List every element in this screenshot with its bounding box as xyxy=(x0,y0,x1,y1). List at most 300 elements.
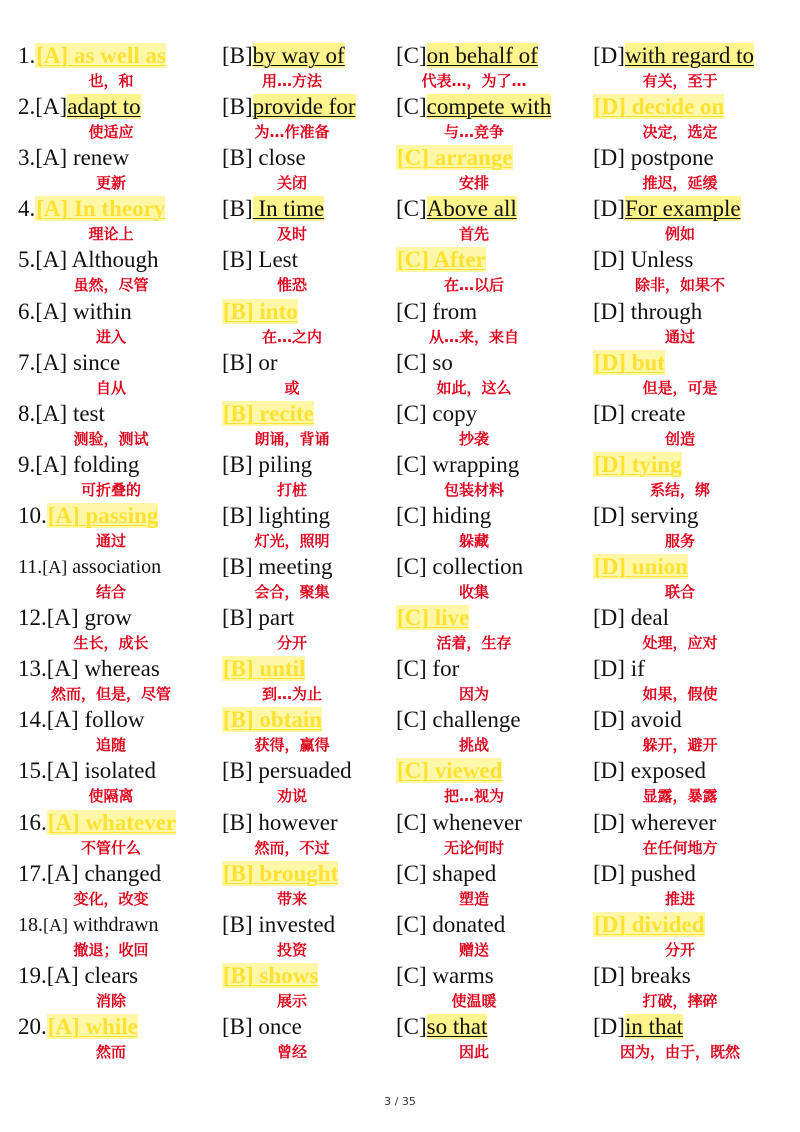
option-d xyxy=(593,195,793,246)
option-b xyxy=(222,962,392,1013)
chinese-meaning: 虽然，尽管 xyxy=(73,276,149,295)
option-letter: [A] xyxy=(46,656,79,682)
option-d xyxy=(593,93,793,144)
correct-answer xyxy=(593,349,665,377)
option-word: once xyxy=(252,1013,302,1039)
question-row xyxy=(0,195,800,246)
chinese-meaning: 生长，成长 xyxy=(73,634,149,653)
chinese-meaning: 代表…，为了… xyxy=(421,72,527,90)
question-row xyxy=(0,349,800,400)
page-number: 3 / 35 xyxy=(384,1095,416,1108)
option-text xyxy=(396,451,519,479)
option-text xyxy=(18,298,132,326)
option-letter: [A] xyxy=(35,247,68,273)
question-number: 3. xyxy=(18,145,36,171)
chinese-meaning: 也，和 xyxy=(88,72,134,90)
option-text xyxy=(396,42,538,70)
chinese-meaning: 躲藏 xyxy=(458,531,489,550)
option-letter: [C] xyxy=(396,962,427,988)
option-a xyxy=(18,911,218,962)
question-number: 13. xyxy=(18,656,47,682)
chinese-meaning: 服务 xyxy=(664,531,695,550)
chinese-meaning: 把…视为 xyxy=(443,787,504,806)
option-letter: [A] xyxy=(47,1013,80,1039)
option-text xyxy=(593,809,716,837)
option-word: however xyxy=(252,809,338,835)
option-b xyxy=(222,757,392,808)
option-letter: [D] xyxy=(593,247,625,273)
option-text xyxy=(593,860,696,888)
chinese-meaning: 例如 xyxy=(664,225,695,244)
option-letter: [D] xyxy=(593,860,625,886)
option-c xyxy=(396,349,590,400)
chinese-meaning: 投资 xyxy=(276,940,307,959)
question-number: 16. xyxy=(18,809,47,835)
option-word: with regard to xyxy=(624,43,754,68)
chinese-meaning: 躲开，避开 xyxy=(642,736,718,755)
option-word: in that xyxy=(624,1013,684,1039)
chinese-meaning: 挑战 xyxy=(458,736,489,755)
question-row xyxy=(0,962,800,1013)
question-number: 5. xyxy=(18,247,36,273)
option-text xyxy=(18,451,139,479)
question-row xyxy=(0,246,800,297)
question-row xyxy=(0,451,800,502)
chinese-meaning: 获得，赢得 xyxy=(254,736,330,755)
option-text xyxy=(18,553,161,581)
chinese-meaning: 会合，聚集 xyxy=(254,583,330,601)
option-text xyxy=(593,195,741,223)
option-word: grow xyxy=(78,605,132,631)
option-letter: [A] xyxy=(35,451,68,477)
option-word: breaks xyxy=(624,962,691,988)
chinese-meaning: 安排 xyxy=(458,174,489,193)
chinese-meaning: 使适应 xyxy=(88,123,134,142)
chinese-meaning: 创造 xyxy=(664,429,695,448)
option-word: postpone xyxy=(624,145,714,171)
option-a xyxy=(18,604,218,655)
option-word: shows xyxy=(253,962,319,988)
option-b xyxy=(222,451,392,502)
option-letter: [A] xyxy=(46,860,79,886)
option-word: wrapping xyxy=(426,451,520,477)
option-word: changed xyxy=(78,860,162,886)
option-c xyxy=(396,655,590,706)
option-letter: [A] xyxy=(43,914,68,935)
option-text xyxy=(396,911,505,939)
option-word: viewed xyxy=(428,758,503,784)
option-text xyxy=(396,1013,487,1041)
option-a xyxy=(18,757,218,808)
option-word: avoid xyxy=(624,707,682,733)
option-word: For example xyxy=(624,196,741,222)
option-word: association xyxy=(67,556,162,578)
option-word: obtain xyxy=(253,707,323,733)
option-a xyxy=(18,400,218,451)
option-word: shaped xyxy=(426,860,497,886)
option-letter: [B] xyxy=(223,400,254,426)
option-d xyxy=(593,911,793,962)
option-b xyxy=(222,604,392,655)
option-c xyxy=(396,553,590,604)
chinese-meaning: 带来 xyxy=(276,889,307,908)
question-number: 2. xyxy=(18,94,36,120)
chinese-meaning: 朗诵，背诵 xyxy=(254,429,330,448)
chinese-meaning: 然而 xyxy=(95,1042,126,1061)
chinese-meaning: 抄袭 xyxy=(458,429,489,448)
chinese-meaning: 显露，暴露 xyxy=(642,787,718,806)
option-word: In time xyxy=(252,196,325,222)
option-letter: [B] xyxy=(223,707,254,733)
option-letter: [C] xyxy=(396,707,427,733)
option-text xyxy=(396,195,517,223)
option-b xyxy=(222,195,392,246)
option-c xyxy=(396,706,590,757)
option-word: union xyxy=(625,554,688,579)
option-letter: [C] xyxy=(396,298,427,324)
chinese-meaning: 塑造 xyxy=(458,889,489,908)
question-row xyxy=(0,553,800,604)
option-d xyxy=(593,757,793,808)
option-letter: [C] xyxy=(396,554,427,579)
question-number: 8. xyxy=(18,400,36,426)
option-word: compete with xyxy=(426,94,552,120)
question-row xyxy=(0,144,800,195)
chinese-meaning: 或 xyxy=(284,378,300,397)
option-word: invested xyxy=(252,911,336,937)
option-b xyxy=(222,42,392,93)
option-word: exposed xyxy=(624,758,707,784)
question-row xyxy=(0,706,800,757)
option-word: since xyxy=(67,349,121,375)
option-text xyxy=(593,962,691,990)
option-word: brought xyxy=(253,860,339,886)
option-letter: [D] xyxy=(593,400,625,426)
option-text xyxy=(593,655,645,683)
option-word: follow xyxy=(78,707,145,733)
chinese-meaning: 联合 xyxy=(664,583,695,601)
chinese-meaning: 通过 xyxy=(664,327,695,346)
correct-answer xyxy=(18,42,166,70)
question-number: 4. xyxy=(18,196,36,222)
option-text xyxy=(593,400,686,428)
chinese-meaning: 然而，不过 xyxy=(254,838,330,857)
option-letter: [A] xyxy=(36,196,69,222)
option-b xyxy=(222,706,392,757)
option-a xyxy=(18,349,218,400)
option-text xyxy=(396,962,494,990)
option-letter: [B] xyxy=(222,94,253,120)
option-letter: [C] xyxy=(396,349,427,375)
option-b xyxy=(222,553,392,604)
chinese-meaning: 在任何地方 xyxy=(642,838,718,857)
option-word: warms xyxy=(426,962,494,988)
option-word: deal xyxy=(624,605,669,631)
correct-answer xyxy=(593,553,688,581)
option-a xyxy=(18,706,218,757)
chinese-meaning: 分开 xyxy=(276,634,307,653)
question-row xyxy=(0,911,800,962)
correct-answer xyxy=(593,451,682,479)
option-letter: [D] xyxy=(594,94,626,120)
correct-answer xyxy=(222,706,322,734)
option-d xyxy=(593,298,793,349)
chinese-meaning: 打桩 xyxy=(276,480,307,499)
chinese-meaning: 惟恐 xyxy=(276,276,307,295)
option-c xyxy=(396,962,590,1013)
correct-answer xyxy=(396,246,486,274)
question-number: 11. xyxy=(18,556,43,578)
option-word: whereas xyxy=(78,656,160,682)
option-d xyxy=(593,246,793,297)
option-text xyxy=(593,502,698,530)
option-letter: [D] xyxy=(593,605,625,631)
option-letter: [A] xyxy=(35,349,68,375)
option-word: recite xyxy=(253,400,314,426)
option-text xyxy=(18,144,129,172)
chinese-meaning: 结合 xyxy=(95,583,126,601)
option-a xyxy=(18,451,218,502)
option-text xyxy=(396,349,453,377)
chinese-meaning: 到…为止 xyxy=(261,685,322,704)
question-number: 20. xyxy=(18,1013,47,1039)
option-letter: [B] xyxy=(222,502,253,528)
option-text xyxy=(18,246,159,274)
option-letter: [B] xyxy=(222,605,253,631)
option-word: into xyxy=(253,298,298,324)
option-letter: [C] xyxy=(396,911,427,937)
option-d xyxy=(593,706,793,757)
option-b xyxy=(222,1013,392,1064)
option-text xyxy=(222,502,330,530)
option-text xyxy=(18,655,160,683)
option-letter: [C] xyxy=(396,502,427,528)
option-d xyxy=(593,400,793,451)
option-letter: [C] xyxy=(396,809,427,835)
option-text xyxy=(18,706,145,734)
option-word: withdrawn xyxy=(68,913,159,936)
question-number: 12. xyxy=(18,605,47,631)
option-word: divided xyxy=(625,911,705,937)
option-letter: [A] xyxy=(46,707,79,733)
option-d xyxy=(593,451,793,502)
question-number: 6. xyxy=(18,298,36,324)
option-letter: [C] xyxy=(396,451,427,477)
question-row xyxy=(0,502,800,553)
option-word: hiding xyxy=(426,502,492,528)
question-row xyxy=(0,298,800,349)
option-letter: [C] xyxy=(396,860,427,886)
correct-answer xyxy=(396,757,502,785)
option-word: clears xyxy=(78,962,139,988)
question-number: 14. xyxy=(18,707,47,733)
option-word: decide on xyxy=(625,94,725,120)
option-letter: [B] xyxy=(222,349,253,375)
chinese-meaning: 消除 xyxy=(95,991,126,1010)
option-letter: [B] xyxy=(223,298,254,324)
option-letter: [C] xyxy=(396,196,427,222)
option-word: within xyxy=(67,298,132,324)
correct-answer xyxy=(593,911,705,939)
option-letter: [A] xyxy=(46,962,79,988)
chinese-meaning: 及时 xyxy=(276,225,307,244)
option-c xyxy=(396,809,590,860)
option-a xyxy=(18,655,218,706)
option-letter: [B] xyxy=(222,911,253,937)
option-d xyxy=(593,502,793,553)
option-letter: [D] xyxy=(593,196,625,222)
option-text xyxy=(222,553,333,581)
option-d xyxy=(593,144,793,195)
option-text xyxy=(396,298,477,326)
option-word: persuaded xyxy=(252,758,352,784)
question-row xyxy=(0,400,800,451)
option-word: test xyxy=(67,400,105,426)
option-c xyxy=(396,911,590,962)
option-letter: [B] xyxy=(222,554,253,579)
option-text xyxy=(396,400,477,428)
option-word: while xyxy=(79,1013,138,1039)
chinese-meaning: 在…之内 xyxy=(261,327,322,346)
option-word: After xyxy=(428,247,486,273)
option-b xyxy=(222,246,392,297)
chinese-meaning: 系结，绑 xyxy=(649,480,710,499)
option-text xyxy=(593,604,669,632)
chinese-meaning: 无论何时 xyxy=(443,838,504,857)
chinese-meaning: 撤退；收回 xyxy=(73,940,149,959)
chinese-meaning: 包装材料 xyxy=(443,480,504,499)
option-word: part xyxy=(252,605,295,631)
option-letter: [D] xyxy=(594,554,626,579)
option-text xyxy=(18,604,132,632)
option-word: passing xyxy=(79,502,159,528)
option-a xyxy=(18,962,218,1013)
option-word: piling xyxy=(252,451,313,477)
option-letter: [C] xyxy=(396,94,427,120)
correct-answer xyxy=(18,1013,138,1041)
option-letter: [B] xyxy=(222,196,253,222)
option-b xyxy=(222,911,392,962)
option-letter: [A] xyxy=(46,758,79,784)
option-c xyxy=(396,144,590,195)
option-letter: [C] xyxy=(396,400,427,426)
chinese-meaning: 曾经 xyxy=(276,1042,307,1061)
option-text xyxy=(593,42,754,70)
option-b xyxy=(222,400,392,451)
chinese-meaning: 通过 xyxy=(95,531,126,550)
chinese-meaning: 展示 xyxy=(276,991,307,1010)
option-c xyxy=(396,400,590,451)
option-text xyxy=(222,93,356,121)
option-letter: [A] xyxy=(35,298,68,324)
option-word: if xyxy=(624,656,645,682)
option-b xyxy=(222,93,392,144)
option-word: isolated xyxy=(78,758,156,784)
option-text xyxy=(222,604,294,632)
option-word: pushed xyxy=(624,860,696,886)
option-word: provide for xyxy=(252,94,356,120)
option-word: Although xyxy=(67,247,159,273)
chinese-meaning: 关闭 xyxy=(276,174,307,193)
chinese-meaning: 处理，应对 xyxy=(642,634,718,653)
correct-answer xyxy=(18,809,176,837)
option-letter: [A] xyxy=(35,400,68,426)
option-word: for xyxy=(426,656,460,682)
question-number: 19. xyxy=(18,962,47,988)
option-text xyxy=(222,144,306,172)
option-b xyxy=(222,349,392,400)
option-text xyxy=(18,757,156,785)
option-text xyxy=(396,655,459,683)
option-c xyxy=(396,195,590,246)
option-a xyxy=(18,195,218,246)
option-letter: [D] xyxy=(593,758,625,784)
option-letter: [D] xyxy=(593,502,625,528)
chinese-meaning: 为…作准备 xyxy=(254,123,330,142)
chinese-meaning: 从…来，来自 xyxy=(428,327,519,346)
option-word: donated xyxy=(426,911,506,937)
question-number: 10. xyxy=(18,502,47,528)
chinese-meaning: 劝说 xyxy=(276,787,307,806)
option-c xyxy=(396,1013,590,1064)
option-text xyxy=(222,451,312,479)
option-text xyxy=(222,195,324,223)
option-word: so that xyxy=(426,1013,488,1039)
option-letter: [B] xyxy=(222,247,253,273)
option-letter: [A] xyxy=(47,809,80,835)
chinese-meaning: 测验，测试 xyxy=(73,429,149,448)
chinese-meaning: 理论上 xyxy=(88,225,134,244)
option-d xyxy=(593,553,793,604)
option-word: create xyxy=(624,400,686,426)
chinese-meaning: 决定，选定 xyxy=(642,123,718,142)
option-letter: [C] xyxy=(397,605,429,631)
option-word: as well as xyxy=(68,43,166,68)
question-row xyxy=(0,860,800,911)
chinese-meaning: 活着，生存 xyxy=(436,634,512,653)
option-b xyxy=(222,144,392,195)
option-text xyxy=(593,1013,683,1041)
option-b xyxy=(222,298,392,349)
option-word: folding xyxy=(67,451,140,477)
correct-answer xyxy=(593,93,724,121)
option-a xyxy=(18,1013,218,1064)
option-text xyxy=(593,706,682,734)
option-letter: [B] xyxy=(222,451,253,477)
option-letter: [D] xyxy=(593,962,625,988)
option-word: by way of xyxy=(252,43,345,68)
option-word: Above all xyxy=(426,196,517,222)
option-word: serving xyxy=(624,502,699,528)
option-letter: [B] xyxy=(222,1013,253,1039)
question-row xyxy=(0,757,800,808)
option-text xyxy=(18,911,159,939)
option-word: so xyxy=(426,349,453,375)
option-b xyxy=(222,655,392,706)
option-b xyxy=(222,860,392,911)
option-letter: [D] xyxy=(594,911,626,937)
option-word: Unless xyxy=(624,247,694,273)
option-letter: [B] xyxy=(222,758,253,784)
option-text xyxy=(222,809,338,837)
option-c xyxy=(396,860,590,911)
correct-answer xyxy=(222,400,314,428)
chinese-meaning: 如此，这么 xyxy=(436,378,512,397)
option-text xyxy=(18,962,138,990)
chinese-meaning: 在…以后 xyxy=(443,276,504,295)
question-number: 17. xyxy=(18,860,47,886)
chinese-meaning: 但是，可是 xyxy=(642,378,718,397)
